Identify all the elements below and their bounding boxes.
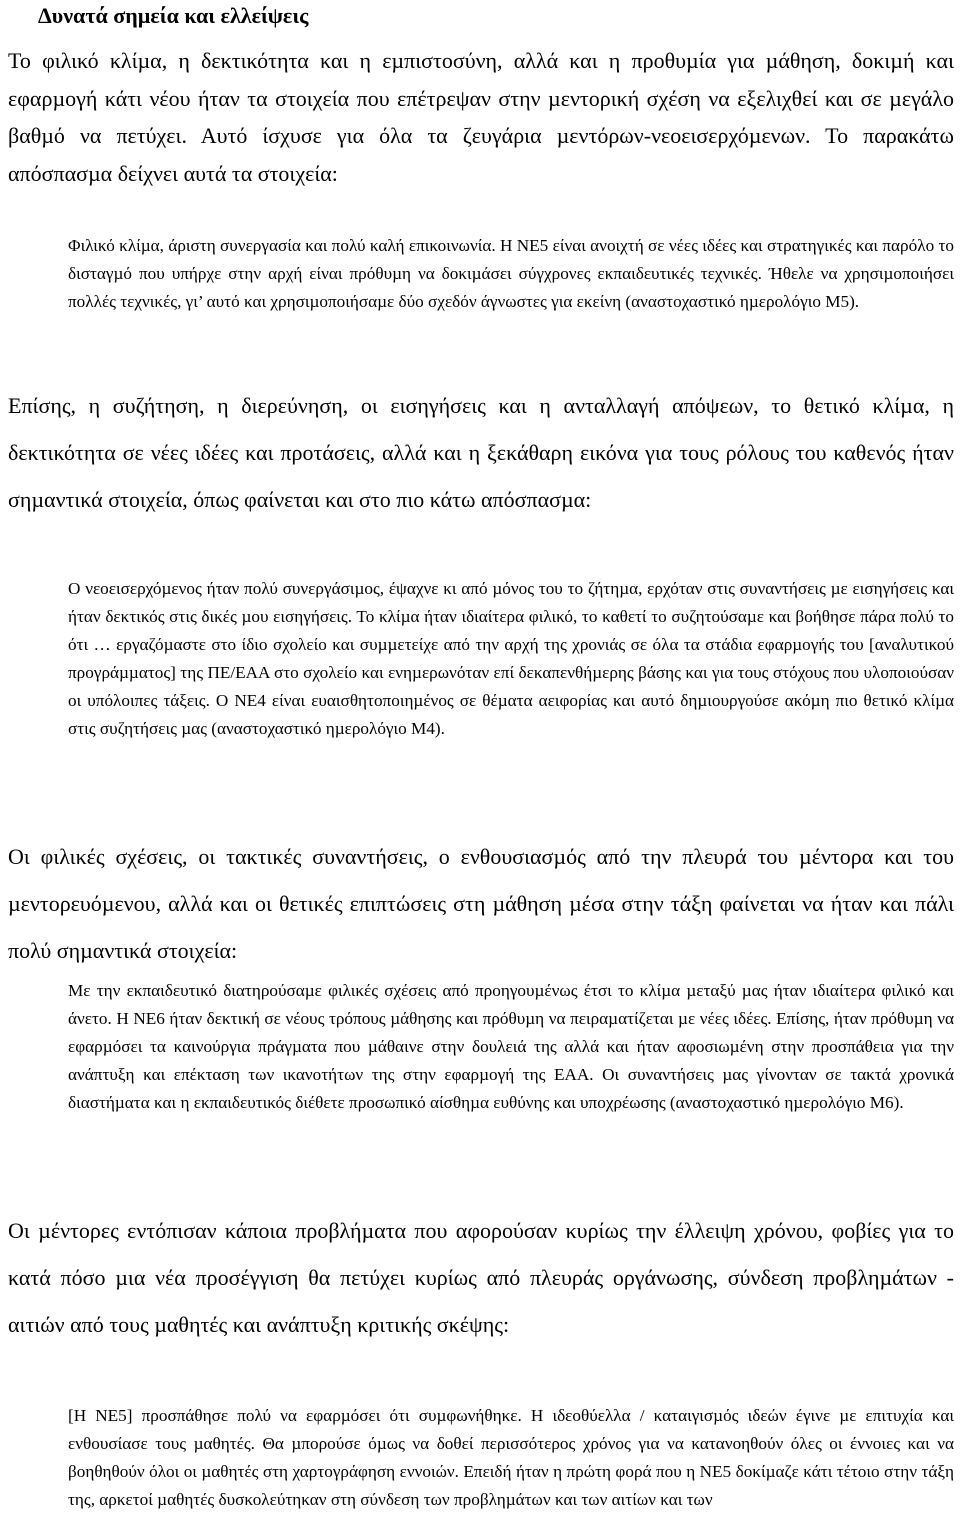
quote-excerpt-1: Φιλικό κλίµα, άριστη συνεργασία και πολύ καλή επικοινωνία. Η ΝΕ5 είναι ανοιχτή σε νέες ιδέες και στρατηγικές και παρόλο το δισταγµό που υπήρχε στην αρχή είναι πρόθυµη να δοκιµάσει σύγχρονες εκπαιδευτικές τεχνικές. Ήθελε να χρησιµοποιήσει πολλές τεχνικές, γι’ αυτό και χρησιµοποιήσαµε δύο σχεδόν άγνωστες για εκείνη (αναστοχαστικό ηµερολόγιο Μ5). (68, 236, 954, 311)
quote-excerpt-3: Με την εκπαιδευτικό διατηρούσαµε φιλικές σχέσεις από προηγουµένως έτσι το κλίµα µεταξύ µας ήταν ιδιαίτερα φιλικό και άνετο. Η ΝΕ6 ήταν δεκτική σε νέους τρόπους µάθησης και πρόθυµη να πειραµατίζεται µε νέες ιδέες. Επίσης, ήταν πρόθυµη να εφαρµόσει τα καινούργια πράγµατα που µάθαινε στην δουλειά της αλλά και ήταν αφοσιωµένη στην προσπάθεια για την ανάπτυξη και επέκταση των ικανοτήτων της στην εφαρµογή της ΕΑΑ. Οι συναντήσεις µας γίνονταν σε τακτά χρονικά διαστήµατα και η εκπαιδευτικός διέθετε προσωπικό αίσθηµα ευθύνης και υποχρέωσης (αναστοχαστικό ηµερολόγιο Μ6). (68, 981, 954, 1112)
body-paragraph-1: Το φιλικό κλίµα, η δεκτικότητα και η εµπιστοσύνη, αλλά και η προθυµία για µάθηση, δοκιµή και εφαρµογή κάτι νέου ήταν τα στοιχεία που επέτρεψαν στην µεντορική σχέση να εξελιχθεί και σε µεγάλο βαθµό να πετύχει. Αυτό ίσχυσε για όλα τα ζευγάρια µεντόρων-νεοεισερχόµενων. Το παρακάτω απόσπασµα δείχνει αυτά τα στοιχεία: (8, 48, 954, 186)
section-heading: Δυνατά σηµεία και ελλείψεις (38, 3, 309, 28)
body-paragraph-3: Οι φιλικές σχέσεις, οι τακτικές συναντήσεις, ο ενθουσιασµός από την πλευρά του µέντορα και του µεντορευόµενου, αλλά και οι θετικές επιπτώσεις στη µάθηση µέσα στην τάξη φαίνεται να ήταν και πάλι πολύ σηµαντικά στοιχεία: (8, 844, 954, 963)
quote-excerpt-4: [Η ΝΕ5] προσπάθησε πολύ να εφαρµόσει ότι συµφωνήθηκε. Η ιδεοθύελλα / καταιγισµός ιδεών έγινε µε επιτυχία και ενθουσίασε τους µαθητές. Θα µπορούσε όµως να δοθεί περισσότερος χρόνος για να κατανοηθούν όλες οι έννοιες και να βοηθηθούν όλοι οι µαθητές στη χαρτογράφηση εννοιών. Επειδή ήταν η πρώτη φορά που η ΝΕ5 δοκίµαζε κάτι τέτοιο στην τάξη της, αρκετοί µαθητές δυσκολεύτηκαν στη σύνδεση των προβληµάτων και των αιτίων και των (68, 1406, 954, 1509)
quote-excerpt-2: Ο νεοεισερχόµενος ήταν πολύ συνεργάσιµος, έψαχνε κι από µόνος του το ζήτηµα, ερχόταν στις συναντήσεις µε εισηγήσεις και ήταν δεκτικός στις δικές µου εισηγήσεις. Το κλίµα ήταν ιδιαίτερα φιλικό, το καθετί το συζητούσαµε και βοήθησε πάρα πολύ το ότι … εργαζόµαστε στο ίδιο σχολείο και συµµετείχε από την αρχή της χρονιάς σε όλα τα στάδια εφαρµογής του [αναλυτικού προγράµµατος] της ΠΕ/ΕΑΑ στο σχολείο και ενηµερωνόταν επί δεκαπενθήµερης βάσης και για τους στόχους που υλοποιούσαν οι υπόλοιπες τάξεις. Ο ΝΕ4 είναι ευαισθητοποιηµένος σε θέµατα αειφορίας και αυτό δηµιουργούσε ακόµη πιο θετικό κλίµα στις συζητήσεις µας (αναστοχαστικό ηµερολόγιο Μ4). (68, 579, 954, 738)
body-paragraph-2: Επίσης, η συζήτηση, η διερεύνηση, οι εισηγήσεις και η ανταλλαγή απόψεων, το θετικό κλίµα, η δεκτικότητα σε νέες ιδέες και προτάσεις, αλλά και η ξεκάθαρη εικόνα για τους ρόλους του καθενός ήταν σηµαντικά στοιχεία, όπως φαίνεται και στο πιο κάτω απόσπασµα: (8, 393, 954, 512)
body-paragraph-4: Οι µέντορες εντόπισαν κάποια προβλήµατα που αφορούσαν κυρίως την έλλειψη χρόνου, φοβίες για το κατά πόσο µια νέα προσέγγιση θα πετύχει κυρίως από πλευράς οργάνωσης, σύνδεση προβληµάτων - αιτιών από τους µαθητές και ανάπτυξη κριτικής σκέψης: (8, 1218, 954, 1337)
